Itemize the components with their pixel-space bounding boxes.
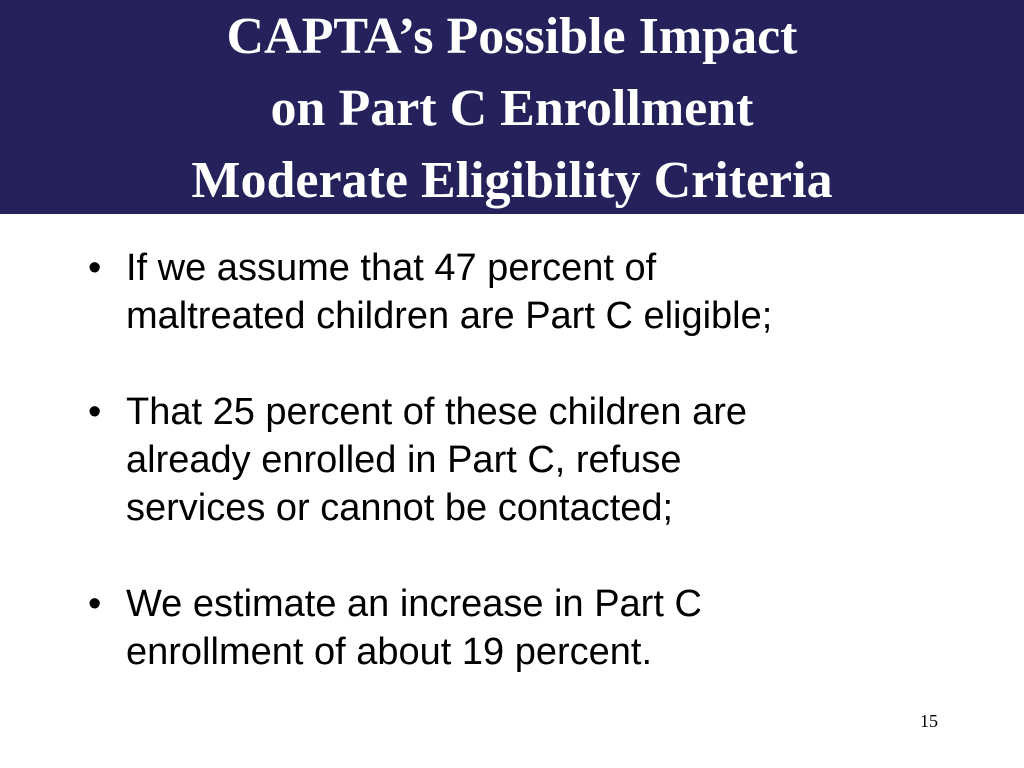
- bullet-icon: •: [88, 583, 102, 625]
- bullet-line: enrollment of about 19 percent.: [126, 631, 653, 673]
- slide-title-line-1: CAPTA’s Possible Impact: [226, 8, 798, 65]
- bullet-icon: •: [88, 391, 102, 433]
- bullet-text: [126, 580, 968, 676]
- slide-title-line-3: Moderate Eligibility Criteria: [191, 152, 833, 209]
- bullet-text: [126, 388, 968, 532]
- page-number: 15: [920, 711, 938, 731]
- bullet-line: We estimate an increase in Part C: [126, 583, 702, 625]
- bullet-text: [126, 244, 968, 340]
- bullet-line: If we assume that 47 percent of: [126, 247, 657, 289]
- bullet-item-1: [88, 244, 968, 340]
- bullet-line: maltreated children are Part C eligible;: [126, 295, 773, 337]
- bullet-line: That 25 percent of these children are: [126, 391, 748, 433]
- slide-title-line-2: on Part C Enrollment: [270, 80, 754, 137]
- bullet-line: services or cannot be contacted;: [126, 487, 674, 529]
- bullet-list: [88, 244, 968, 676]
- bullet-item-3: [88, 580, 968, 676]
- bullet-item-2: [88, 388, 968, 532]
- bullet-line: already enrolled in Part C, refuse: [126, 439, 682, 481]
- bullet-icon: •: [88, 247, 102, 289]
- title-band: [0, 0, 1024, 214]
